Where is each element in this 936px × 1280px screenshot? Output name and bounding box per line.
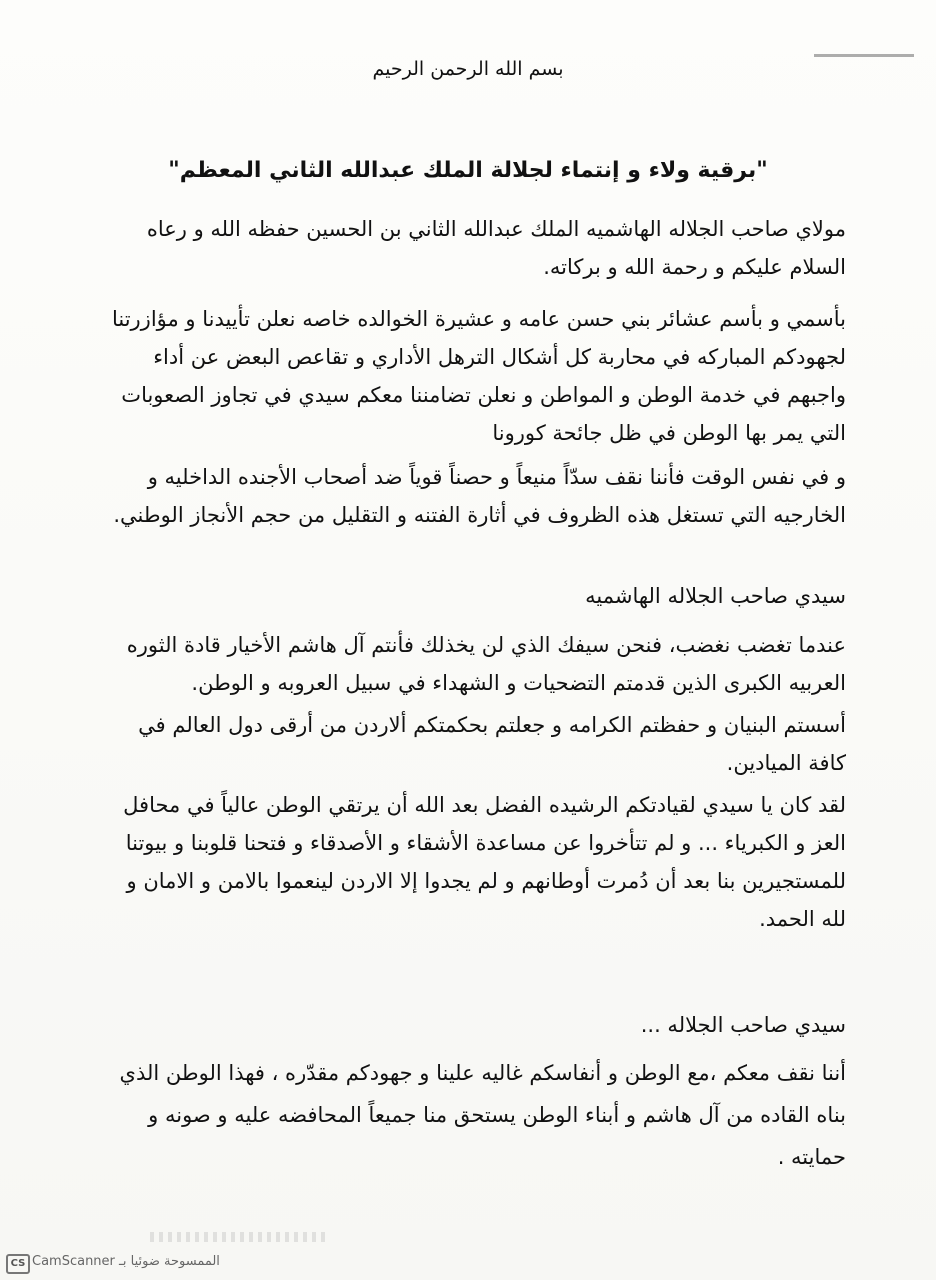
scan-edge-mark	[814, 54, 914, 57]
letter-paragraph: و في نفس الوقت فأننا نقف سدّاً منيعاً و حصناً قوياً ضد أصحاب الأجنده الداخليه و الخارجيه التي تستغل هذه الظروف في أثارة الفتنه و التقليل من حجم الأنجاز الوطني.	[113, 465, 846, 527]
letter-paragraph: لقد كان يا سيدي لقيادتكم الرشيده الفضل بعد الله أن يرتقي الوطن عالياً في محافل العز و الكبرياء ... و لم تتأخروا عن مساعدة الأشقاء و الأصدقاء و فتحنا قلوبنا و بيوتنا للمستجيرين بنا بعد أن دُمرت أوطانهم و لم يجدوا إلا الاردن لينعموا بالامن و الامان و لله الحمد.	[123, 793, 846, 931]
letter-paragraph: أننا نقف معكم ،مع الوطن و أنفاسكم غاليه علينا و جهودكم مقدّره ، فهذا الوطن الذي بناه القاده من آل هاشم و أبناء الوطن يستحق منا جميعاً المحافضه عليه و صونه و حمايته .	[119, 1061, 846, 1169]
basmala-heading: بسم الله الرحمن الرحيم	[372, 58, 564, 80]
letter-salutation: سيدي صاحب الجلاله الهاشميه	[585, 584, 846, 608]
scanner-caption: الممسوحة ضوئيا بـ	[119, 1254, 220, 1269]
letter-paragraph: أسستم البنيان و حفظتم الكرامه و جعلتم بحكمتكم ألاردن من أرقى دول العالم في كافة الميادين.	[138, 713, 846, 775]
letter-paragraph: عندما تغضب نغضب، فنحن سيفك الذي لن يخذلك فأنتم آل هاشم الأخيار قادة الثوره العربيه الكبرى الذين قدمتم التضحيات و الشهداء في سبيل العروبه و الوطن.	[126, 633, 846, 695]
letter-paragraph: مولاي صاحب الجلاله الهاشميه الملك عبدالله الثاني بن الحسين حفظه الله و رعاه السلام عليكم و رحمة الله و بركاته.	[146, 217, 846, 279]
letter-salutation: سيدي صاحب الجلاله ...	[640, 1013, 846, 1037]
scanner-watermark	[0, 1240, 936, 1280]
letter-paragraph: بأسمي و بأسم عشائر بني حسن عامه و عشيرة الخوالده خاصه نعلن تأييدنا و مؤازرتنا لجهودكم المباركه في محاربة كل أشكال الترهل الأداري و تقاعص البعض عن أداء واجبهم في خدمة الوطن و المواطن و نعلن تضامننا معكم سيدي في تجاوز الصعوبات التي يمر بها الوطن في ظل جائحة كورونا	[111, 307, 846, 445]
camscanner-logo-icon: CS	[6, 1254, 30, 1274]
scanner-label	[32, 1254, 220, 1269]
letter-title: "برقية ولاء و إنتماء لجلالة الملك عبدالله الثاني المعظم"	[168, 158, 768, 183]
scanner-app-name: CamScanner	[32, 1254, 115, 1269]
